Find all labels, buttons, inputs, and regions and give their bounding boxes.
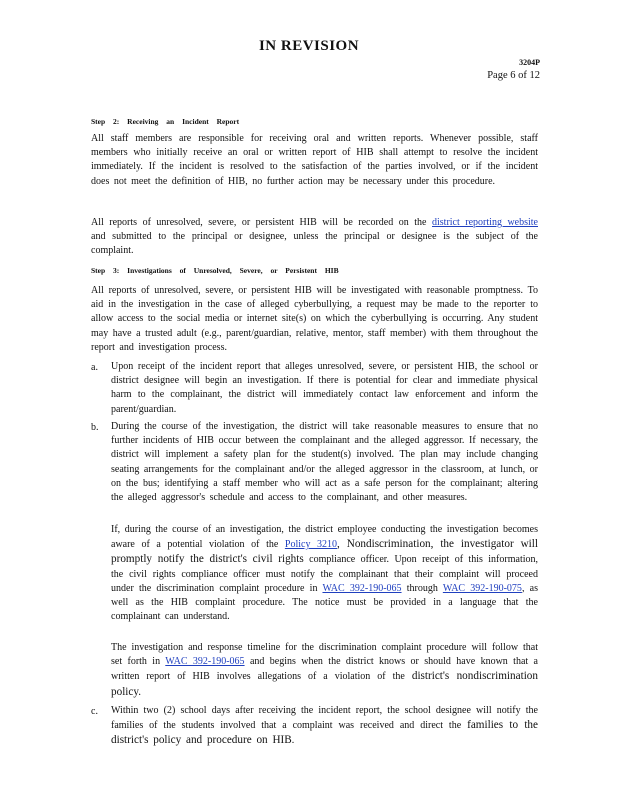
page-title: IN REVISION: [258, 38, 360, 54]
item-b-letter: b.: [91, 422, 99, 433]
step2-paragraph-2: [91, 216, 538, 259]
item-b-p2-text-b: , Nondiscrimination, the investigator will promptly notify the district's civil rights: [111, 538, 538, 566]
wac-392-190-065-link-2[interactable]: WAC 392-190-065: [165, 656, 245, 668]
policy-number: 3204P: [519, 58, 540, 67]
item-b-p3-text-c: district's nondiscrimination policy.: [111, 670, 538, 698]
item-c-text: [111, 704, 538, 749]
item-b-p3-text-a: The investigation and response timeline for the discrimination complaint procedure will follow that set forth in: [111, 642, 538, 668]
step2-heading: Step 2: Receiving an Incident Report: [91, 117, 240, 126]
item-c-text-b: families to the district's policy and procedure on HIB: [111, 719, 538, 747]
wac-392-190-065-link[interactable]: WAC 392-190-065: [322, 582, 402, 594]
item-c-text-a: Within two (2) school days after receiving the incident report, the school designee will notify the families of the students involved that a complaint was received and direct the: [111, 705, 538, 732]
item-b-p2-text-a: If, during the course of an investigation, the district employee conducting the investigation becomes aware of a potential violation of the: [111, 524, 538, 551]
item-b-paragraph-1: During the course of the investigation, the district will take reasonable measures to ensure that no further incidents of HIB occur between the complainant and the alleged aggressor. If necessary, the district will implement a safety plan for the student(s) involved. The plan may include changing seating arrangements for the complainant and/or the alleged aggressor in the classroom, at lunch, or on the bus; identifying a staff member who will act as a safe person for the complainant; altering the alleged aggressor's schedule and access to the complainant, and other measures.: [111, 421, 538, 504]
item-a-text: Upon receipt of the incident report that alleges unresolved, severe, or persistent HIB, the school or district designee will begin an investigation. If there is potential for clear and immediate physical harm to the complainant, the district will immediately contact law enforcement and inform the parent/guardian.: [111, 361, 538, 415]
policy-3210-link[interactable]: Policy 3210: [284, 539, 338, 551]
step2-para2-text-b: and submitted to the principal or designee, unless the principal or designee is the subject of the complaint.: [91, 231, 538, 257]
item-b-paragraph-2: [111, 523, 538, 624]
page-number: Page 6 of 12: [487, 70, 540, 81]
item-b-p2-text-e: , as well as the HIB complaint procedure. The notice must be provided in a language that the complainant can understand.: [111, 582, 538, 623]
item-c-text-c: .: [291, 735, 295, 747]
item-a-letter: a.: [91, 362, 98, 373]
item-c-letter: c.: [91, 706, 98, 717]
item-b-p2-text-c: compliance officer. Upon receipt of this information, the civil rights compliance officer must notify the complainant that their complaint will proceed under the discrimination complaint procedure in: [111, 554, 538, 594]
step2-para2-text-a: All reports of unresolved, severe, or persistent HIB will be recorded on the: [91, 217, 432, 228]
step2-paragraph-1: All staff members are responsible for receiving oral and written reports. Whenever possible, staff members who initially receive an oral or written report of HIB shall attempt to resolve the incident immediately. If the incident is resolved to the satisfaction of the parties involved, or if the incident does not meet the definition of HIB, no further action may be necessary under this procedure.: [91, 133, 538, 187]
item-b-p2-text-d: through: [401, 582, 443, 594]
wac-392-190-075-link[interactable]: WAC 392-190-075: [442, 582, 522, 594]
item-b-p3-text-b: and begins when the district knows or should have known that a written report of HIB involves allegations of a violation of the: [111, 656, 538, 683]
step3-heading: Step 3: Investigations of Unresolved, Severe, or Persistent HIB: [91, 266, 339, 275]
district-reporting-website-link[interactable]: district reporting website: [432, 217, 538, 228]
step3-intro: All reports of unresolved, severe, or persistent HIB will be investigated with reasonable promptness. To aid in the investigation in the case of alleged cyberbullying, a request may be made to the reporter to allow access to the social media or internet site(s) on which the cyberbullying is occurring. Any student may have a trusted adult (e.g., parent/guardian, relative, mentor, staff member) with them throughout the report and investigation process.: [91, 285, 538, 353]
item-b-paragraph-3: [111, 641, 538, 700]
